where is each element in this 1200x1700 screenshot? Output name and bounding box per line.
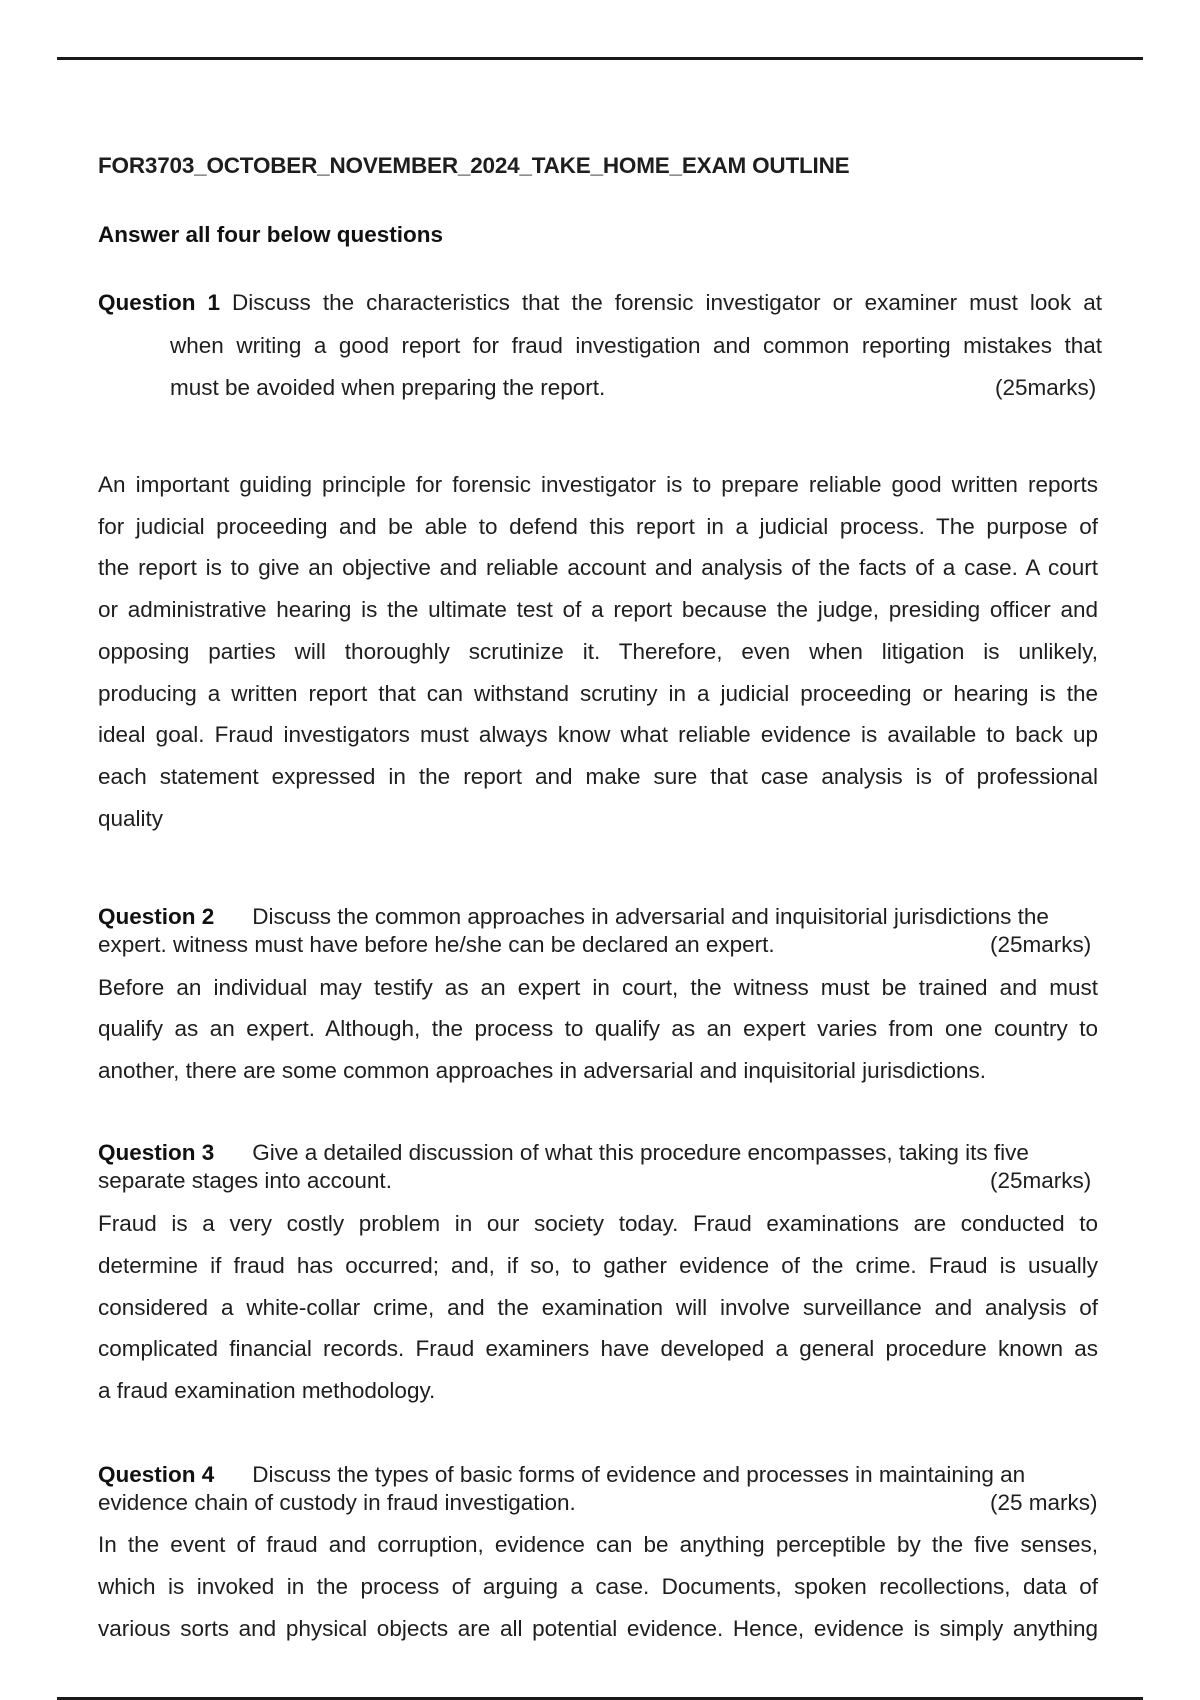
question-2-prompt-line: expert. witness must have before he/she can be declared an expert.	[98, 932, 775, 957]
answer-line: or administrative hearing is the ultimate test of a report because the judge, presiding officer and	[98, 597, 1098, 622]
answer-line: ideal goal. Fraud investigators must always know what reliable evidence is available to back up	[98, 722, 1098, 747]
question-2-marks: (25marks)	[990, 932, 1092, 957]
question-4-label: Question 4	[98, 1462, 215, 1487]
answer-line: considered a white-collar crime, and the examination will involve surveillance and analysis of	[98, 1295, 1098, 1320]
question-1-prompt-line: Question 1 Discuss the characteristics that the forensic investigator or examiner must look at	[98, 290, 1102, 315]
answer-line: Before an individual may testify as an expert in court, the witness must be trained and must	[98, 975, 1098, 1000]
answer-line: the report is to give an objective and reliable account and analysis of the facts of a case. A court	[98, 555, 1098, 580]
answer-line: producing a written report that can withstand scrutiny in a judicial proceeding or hearing is the	[98, 681, 1098, 706]
answer-line: each statement expressed in the report and make sure that case analysis is of professional	[98, 764, 1098, 789]
answer-line: for judicial proceeding and be able to defend this report in a judicial process. The purpose of	[98, 514, 1098, 539]
question-2-label: Question 2	[98, 904, 215, 929]
question-3-marks: (25marks)	[990, 1168, 1092, 1193]
question-1-marks: (25marks)	[995, 375, 1097, 400]
question-1-prompt-line: must be avoided when preparing the report.	[170, 375, 606, 400]
answer-line: a fraud examination methodology.	[98, 1378, 436, 1403]
question-3-prompt-line: Question 3 Give a detailed discussion of what this procedure encompasses, taking its five	[98, 1140, 1029, 1165]
document-title: FOR3703_OCTOBER_NOVEMBER_2024_TAKE_HOME_EXAM OUTLINE	[98, 153, 850, 178]
question-3-prompt-line: separate stages into account.	[98, 1168, 392, 1193]
answer-line: quality	[98, 806, 164, 831]
answer-line: An important guiding principle for forensic investigator is to prepare reliable good written reports	[98, 472, 1098, 497]
answer-line: qualify as an expert. Although, the process to qualify as an expert varies from one country to	[98, 1016, 1098, 1041]
question-1-label: Question 1	[98, 290, 221, 315]
question-4-prompt-line: Question 4 Discuss the types of basic forms of evidence and processes in maintaining an	[98, 1462, 1026, 1487]
answer-line: which is invoked in the process of arguing a case. Documents, spoken recollections, data of	[98, 1574, 1098, 1599]
answer-line: determine if fraud has occurred; and, if so, to gather evidence of the crime. Fraud is usually	[98, 1253, 1098, 1278]
instruction-text: Answer all four below questions	[98, 222, 444, 247]
question-1-prompt-line: when writing a good report for fraud investigation and common reporting mistakes that	[170, 333, 1102, 358]
question-4-marks: (25 marks)	[990, 1490, 1098, 1515]
answer-line: another, there are some common approaches in adversarial and inquisitorial jurisdictions.	[98, 1058, 986, 1083]
top-rule	[57, 57, 1143, 60]
answer-line: Fraud is a very costly problem in our society today. Fraud examinations are conducted to	[98, 1211, 1098, 1236]
answer-line: opposing parties will thoroughly scrutinize it. Therefore, even when litigation is unlikely,	[98, 639, 1098, 664]
answer-line: In the event of fraud and corruption, evidence can be anything perceptible by the five senses,	[98, 1532, 1098, 1557]
question-4-prompt-line: evidence chain of custody in fraud investigation.	[98, 1490, 576, 1515]
answer-line: various sorts and physical objects are all potential evidence. Hence, evidence is simply anything	[98, 1616, 1098, 1641]
question-3-label: Question 3	[98, 1140, 215, 1165]
answer-line: complicated financial records. Fraud examiners have developed a general procedure known as	[98, 1336, 1098, 1361]
question-2-prompt-line: Question 2 Discuss the common approaches in adversarial and inquisitorial jurisdictions the	[98, 904, 1049, 929]
